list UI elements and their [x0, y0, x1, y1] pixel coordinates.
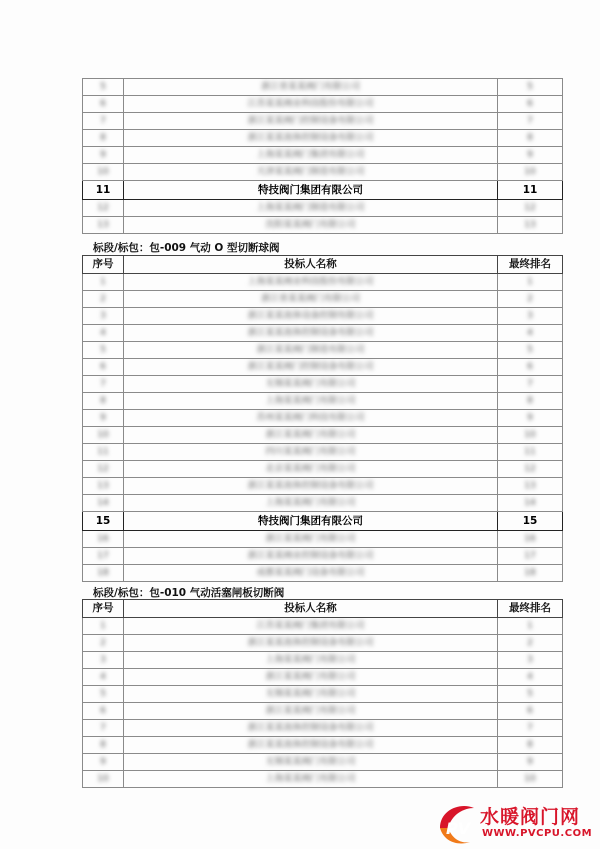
cell-final-rank-text: 5: [527, 82, 533, 92]
cell-number-text: 5: [100, 689, 106, 699]
cell-bidder-name-text: 上海某某阀门制造有限公司: [256, 203, 365, 213]
cell-final-rank: [498, 308, 563, 325]
cell-final-rank: [498, 376, 563, 393]
cell-bidder-name-text: 浙江某某阀门制造有限公司: [256, 345, 365, 355]
table-row: [83, 130, 563, 147]
cell-bidder-name-text: 特技阀门集团有限公司: [258, 183, 363, 196]
cell-number: [83, 771, 124, 788]
cell-final-rank: [498, 130, 563, 147]
cell-bidder-name: [124, 274, 498, 291]
cell-final-rank: [498, 669, 563, 686]
header-name: 投标人名称: [124, 600, 498, 618]
cell-final-rank-text: 10: [524, 774, 536, 784]
cell-final-rank: [498, 737, 563, 754]
table-row: [83, 147, 563, 164]
cell-number-text: 10: [97, 167, 109, 177]
cell-final-rank: [498, 427, 563, 444]
cell-number-text: 1: [100, 277, 106, 287]
cell-number-text: 6: [100, 99, 106, 109]
cell-number-text: 17: [97, 551, 109, 561]
cell-final-rank-text: 8: [527, 740, 533, 750]
cell-number-text: 2: [100, 294, 106, 304]
cell-final-rank: [498, 113, 563, 130]
cell-final-rank-text: 14: [524, 498, 536, 508]
cell-final-rank-text: 1: [527, 277, 533, 287]
ranking-table-009: [82, 255, 563, 582]
cell-bidder-name-text: 北京某某阀门有限公司: [265, 464, 356, 474]
cell-bidder-name: [124, 342, 498, 359]
cell-bidder-name: [124, 686, 498, 703]
cell-number: [83, 512, 124, 531]
ranking-table-010: [82, 599, 563, 788]
cell-bidder-name-text: 浙江某某阀门控制设备有限公司: [247, 362, 374, 372]
cell-bidder-name: [124, 291, 498, 308]
cell-bidder-name: [124, 410, 498, 427]
cell-bidder-name-text: 浙江某某流体控制设备有限公司: [247, 481, 374, 491]
cell-final-rank: [498, 274, 563, 291]
cell-final-rank: [498, 444, 563, 461]
cell-number: [83, 164, 124, 181]
cell-number-text: 9: [100, 757, 106, 767]
cell-number-text: 13: [97, 220, 109, 230]
section-title-009: 标段/标包：包-009 气动 O 型切断球阀: [93, 242, 280, 254]
cell-bidder-name: [124, 669, 498, 686]
cell-bidder-name-text: 上海某某阀业科技股份有限公司: [247, 277, 374, 287]
table-row: [83, 164, 563, 181]
cell-final-rank: [498, 771, 563, 788]
table-row: [83, 720, 563, 737]
table-row: [83, 737, 563, 754]
cell-final-rank: [498, 635, 563, 652]
table-row: [83, 359, 563, 376]
cell-final-rank-text: 6: [527, 706, 533, 716]
cell-number: [83, 113, 124, 130]
cell-final-rank-text: 15: [522, 514, 538, 527]
cell-final-rank: [498, 720, 563, 737]
table-row: [83, 461, 563, 478]
cell-bidder-name-text: 浙江某某阀门有限公司: [265, 706, 356, 716]
cell-final-rank-text: 6: [527, 99, 533, 109]
cell-number: [83, 147, 124, 164]
cell-number: [83, 308, 124, 325]
cell-number-text: 18: [97, 568, 109, 578]
table-row: [83, 274, 563, 291]
table-row: [83, 771, 563, 788]
cell-number: [83, 342, 124, 359]
cell-final-rank: [498, 461, 563, 478]
cell-final-rank-text: 9: [527, 413, 533, 423]
cell-bidder-name-text: 成都某某阀门设备有限公司: [256, 568, 365, 578]
table-row: [83, 444, 563, 461]
cell-final-rank-text: 12: [524, 203, 536, 213]
cell-number: [83, 565, 124, 582]
table-row: [83, 325, 563, 342]
table-row: [83, 669, 563, 686]
header-rank: 最终排名: [498, 256, 563, 274]
cell-number-text: 5: [100, 82, 106, 92]
cell-final-rank-text: 11: [522, 183, 538, 196]
table-row: [83, 565, 563, 582]
cell-final-rank: [498, 342, 563, 359]
cell-final-rank-text: 5: [527, 689, 533, 699]
table-header-row: [83, 256, 563, 274]
header-no: 序号: [83, 256, 124, 274]
cell-bidder-name-text: 四川某某阀门有限公司: [265, 447, 356, 457]
cell-bidder-name-text: 浙江省某某阀门有限公司: [260, 82, 360, 92]
cell-number-text: 9: [100, 150, 106, 160]
cell-bidder-name: [124, 181, 498, 200]
watermark-url: WWW.PVCPU.COM: [482, 828, 593, 839]
cell-number: [83, 531, 124, 548]
cell-number-text: 3: [100, 311, 106, 321]
table-row: [83, 308, 563, 325]
cell-number-text: 1: [100, 621, 106, 631]
cell-final-rank-text: 7: [527, 379, 533, 389]
cell-final-rank: [498, 512, 563, 531]
cell-number-text: 6: [100, 706, 106, 716]
cell-number: [83, 130, 124, 147]
cell-number-text: 12: [97, 464, 109, 474]
cell-bidder-name-text: 浙江省某某阀门有限公司: [260, 294, 360, 304]
table-row: [83, 342, 563, 359]
cell-bidder-name-text: 浙江某某阀业控制设备有限公司: [247, 551, 374, 561]
cell-bidder-name: [124, 200, 498, 217]
cell-number: [83, 495, 124, 512]
cell-bidder-name: [124, 147, 498, 164]
table-row: [83, 703, 563, 720]
cell-final-rank-text: 9: [527, 150, 533, 160]
cell-final-rank: [498, 147, 563, 164]
cell-number-text: 8: [100, 133, 106, 143]
cell-number-text: 12: [97, 203, 109, 213]
table-row: [83, 548, 563, 565]
cell-number: [83, 291, 124, 308]
cell-bidder-name: [124, 618, 498, 635]
cell-final-rank: [498, 200, 563, 217]
cell-bidder-name: [124, 427, 498, 444]
cell-bidder-name-text: 浙江某某阀门有限公司: [265, 672, 356, 682]
cell-bidder-name-text: 天津某某阀门制造有限公司: [256, 167, 365, 177]
cell-number-text: 13: [97, 481, 109, 491]
cell-bidder-name: [124, 376, 498, 393]
cell-number-text: 11: [95, 183, 111, 196]
table-row: [83, 754, 563, 771]
table-row: [83, 686, 563, 703]
cell-number: [83, 410, 124, 427]
header-rank: 最终排名: [498, 600, 563, 618]
cell-number-text: 10: [97, 430, 109, 440]
table-row: [83, 393, 563, 410]
cell-bidder-name: [124, 548, 498, 565]
cell-final-rank-text: 13: [524, 220, 536, 230]
table-row: [83, 635, 563, 652]
table-row: [83, 478, 563, 495]
cell-bidder-name-text: 江苏某某阀门集团有限公司: [256, 621, 365, 631]
table-row: [83, 427, 563, 444]
cell-number-text: 7: [100, 379, 106, 389]
cell-final-rank-text: 3: [527, 655, 533, 665]
cell-final-rank-text: 6: [527, 362, 533, 372]
table-row: [83, 200, 563, 217]
table-row: [83, 291, 563, 308]
cell-bidder-name-text: 特技阀门集团有限公司: [258, 514, 363, 527]
cell-final-rank: [498, 181, 563, 200]
logo-letters: PV: [446, 819, 471, 838]
cell-bidder-name: [124, 771, 498, 788]
cell-bidder-name: [124, 113, 498, 130]
cell-bidder-name-text: 浙江某某流体控制设备有限公司: [247, 133, 374, 143]
cell-bidder-name: [124, 308, 498, 325]
cell-bidder-name: [124, 478, 498, 495]
cell-number-text: 8: [100, 740, 106, 750]
cell-final-rank: [498, 495, 563, 512]
cell-number: [83, 393, 124, 410]
cell-bidder-name: [124, 444, 498, 461]
cell-number: [83, 376, 124, 393]
cell-bidder-name-text: 浙江某某阀门控制设备有限公司: [247, 116, 374, 126]
header-no: 序号: [83, 600, 124, 618]
cell-bidder-name-text: 上海某某阀门集团有限公司: [256, 150, 365, 160]
site-watermark: [430, 798, 600, 848]
cell-bidder-name: [124, 393, 498, 410]
cell-number: [83, 181, 124, 200]
cell-final-rank-text: 10: [524, 430, 536, 440]
cell-final-rank: [498, 359, 563, 376]
cell-final-rank: [498, 164, 563, 181]
cell-number-text: 9: [100, 413, 106, 423]
cell-bidder-name-text: 沈阳某某阀门有限公司: [265, 220, 356, 230]
cell-bidder-name: [124, 461, 498, 478]
cell-final-rank-text: 18: [524, 568, 536, 578]
cell-bidder-name: [124, 737, 498, 754]
cell-number-text: 4: [100, 328, 106, 338]
cell-bidder-name-text: 浙江某某流体控制设备有限公司: [247, 723, 374, 733]
cell-final-rank-text: 13: [524, 481, 536, 491]
cell-bidder-name: [124, 495, 498, 512]
cell-final-rank: [498, 410, 563, 427]
cell-bidder-name: [124, 96, 498, 113]
cell-bidder-name-text: 无锡某某阀门有限公司: [265, 689, 356, 699]
cell-number: [83, 359, 124, 376]
table-row: [83, 495, 563, 512]
cell-final-rank-text: 7: [527, 723, 533, 733]
cell-final-rank: [498, 393, 563, 410]
cell-final-rank: [498, 754, 563, 771]
cell-number-text: 15: [95, 514, 111, 527]
cell-bidder-name: [124, 512, 498, 531]
cell-number-text: 7: [100, 723, 106, 733]
cell-number-text: 4: [100, 672, 106, 682]
cell-number: [83, 669, 124, 686]
cell-final-rank-text: 2: [527, 294, 533, 304]
pv-logo-icon: [430, 798, 480, 848]
cell-bidder-name-text: 苏州某某阀门科技有限公司: [256, 413, 365, 423]
cell-final-rank-text: 1: [527, 621, 533, 631]
cell-number: [83, 703, 124, 720]
cell-final-rank: [498, 96, 563, 113]
cell-final-rank: [498, 325, 563, 342]
cell-bidder-name: [124, 635, 498, 652]
table-row-highlighted: [83, 512, 563, 531]
cell-number: [83, 754, 124, 771]
cell-bidder-name-text: 浙江某某流体控制设备有限公司: [247, 740, 374, 750]
cell-bidder-name-text: 浙江某某流体设备控制有限公司: [247, 311, 374, 321]
cell-bidder-name-text: 上海某某阀门有限公司: [265, 396, 356, 406]
cell-final-rank-text: 5: [527, 345, 533, 355]
cell-number-text: 10: [97, 774, 109, 784]
cell-number-text: 11: [97, 447, 109, 457]
cell-bidder-name: [124, 79, 498, 96]
cell-final-rank-text: 11: [524, 447, 536, 457]
cell-number: [83, 635, 124, 652]
cell-final-rank-text: 4: [527, 672, 533, 682]
cell-number: [83, 737, 124, 754]
cell-number: [83, 96, 124, 113]
cell-final-rank-text: 8: [527, 396, 533, 406]
cell-bidder-name: [124, 703, 498, 720]
cell-number: [83, 200, 124, 217]
table-row: [83, 79, 563, 96]
cell-number-text: 2: [100, 638, 106, 648]
cell-bidder-name-text: 上海某某阀门有限公司: [265, 774, 356, 784]
cell-final-rank-text: 8: [527, 133, 533, 143]
cell-final-rank-text: 4: [527, 328, 533, 338]
cell-number-text: 6: [100, 362, 106, 372]
cell-final-rank: [498, 531, 563, 548]
cell-number: [83, 618, 124, 635]
cell-bidder-name-text: 上海某某阀门有限公司: [265, 655, 356, 665]
cell-bidder-name-text: 无锡某某阀门有限公司: [265, 757, 356, 767]
cell-final-rank-text: 17: [524, 551, 536, 561]
cell-final-rank: [498, 548, 563, 565]
cell-number: [83, 444, 124, 461]
cell-bidder-name: [124, 754, 498, 771]
cell-number: [83, 686, 124, 703]
table-row: [83, 113, 563, 130]
cell-bidder-name-text: 浙江某某阀门有限公司: [265, 430, 356, 440]
table-row: [83, 217, 563, 234]
cell-final-rank-text: 16: [524, 534, 536, 544]
cell-number: [83, 217, 124, 234]
cell-number-text: 3: [100, 655, 106, 665]
section-title-010: 标段/标包：包-010 气动活塞闸板切断阀: [93, 587, 285, 599]
cell-bidder-name: [124, 652, 498, 669]
cell-final-rank-text: 9: [527, 757, 533, 767]
cell-final-rank-text: 10: [524, 167, 536, 177]
cell-number: [83, 325, 124, 342]
cell-number-text: 7: [100, 116, 106, 126]
cell-final-rank-text: 7: [527, 116, 533, 126]
cell-number: [83, 720, 124, 737]
cell-number: [83, 478, 124, 495]
cell-bidder-name: [124, 217, 498, 234]
cell-final-rank: [498, 703, 563, 720]
cell-number: [83, 427, 124, 444]
cell-bidder-name: [124, 359, 498, 376]
cell-number: [83, 461, 124, 478]
cell-final-rank: [498, 686, 563, 703]
cell-bidder-name: [124, 565, 498, 582]
cell-number-text: 8: [100, 396, 106, 406]
cell-final-rank-text: 2: [527, 638, 533, 648]
cell-number-text: 14: [97, 498, 109, 508]
cell-bidder-name-text: 浙江某某流体控制设备有限公司: [247, 638, 374, 648]
cell-bidder-name: [124, 720, 498, 737]
cell-number: [83, 274, 124, 291]
cell-final-rank: [498, 565, 563, 582]
table-row: [83, 652, 563, 669]
cell-final-rank: [498, 478, 563, 495]
cell-number-text: 5: [100, 345, 106, 355]
cell-number: [83, 652, 124, 669]
ranking-table-continued: [82, 78, 563, 234]
cell-bidder-name-text: 无锡某某阀门有限公司: [265, 379, 356, 389]
cell-bidder-name-text: 浙江某某流体控制设备有限公司: [247, 328, 374, 338]
cell-final-rank-text: 12: [524, 464, 536, 474]
cell-final-rank: [498, 652, 563, 669]
table-row: [83, 531, 563, 548]
table-row: [83, 618, 563, 635]
cell-bidder-name-text: 浙江某某阀门有限公司: [265, 534, 356, 544]
cell-bidder-name: [124, 325, 498, 342]
table-row: [83, 96, 563, 113]
cell-bidder-name-text: 上海某某阀门有限公司: [265, 498, 356, 508]
cell-bidder-name: [124, 164, 498, 181]
cell-bidder-name-text: 江苏某某阀业科技股份有限公司: [247, 99, 374, 109]
table-row-highlighted: [83, 181, 563, 200]
cell-number: [83, 79, 124, 96]
cell-final-rank-text: 3: [527, 311, 533, 321]
cell-bidder-name: [124, 130, 498, 147]
table-header-row: [83, 600, 563, 618]
header-name: 投标人名称: [124, 256, 498, 274]
cell-final-rank: [498, 618, 563, 635]
watermark-title: 水暖阀门网: [480, 806, 581, 828]
cell-final-rank: [498, 291, 563, 308]
table-row: [83, 376, 563, 393]
table-row: [83, 410, 563, 427]
cell-final-rank: [498, 79, 563, 96]
cell-number: [83, 548, 124, 565]
cell-bidder-name: [124, 531, 498, 548]
cell-number-text: 16: [97, 534, 109, 544]
cell-final-rank: [498, 217, 563, 234]
